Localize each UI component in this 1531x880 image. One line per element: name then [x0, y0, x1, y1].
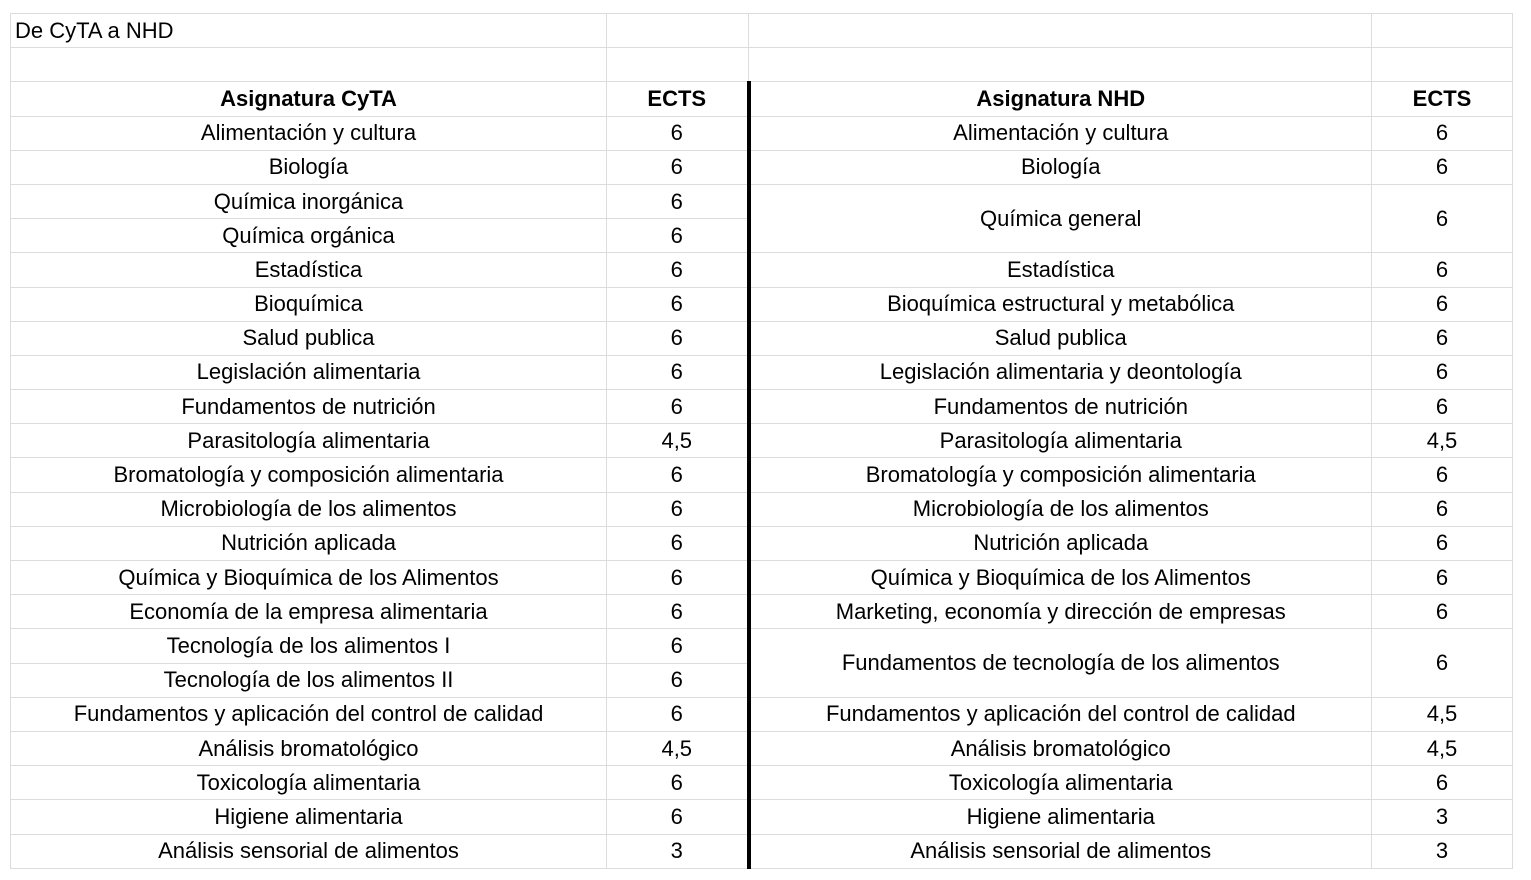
table-row — [11, 629, 1513, 663]
table-row — [11, 116, 1513, 150]
nhd-subject-cell[interactable]: Fundamentos y aplicación del control de calidad — [749, 697, 1372, 731]
nhd-subject-cell-merged[interactable]: Fundamentos de tecnología de los alimentos — [749, 629, 1372, 697]
cyta-ects-cell[interactable]: 3 — [607, 834, 749, 868]
cyta-ects-cell[interactable]: 4,5 — [607, 424, 749, 458]
title-row — [11, 14, 1513, 48]
nhd-ects-cell[interactable]: 6 — [1372, 526, 1513, 560]
empty-cell[interactable] — [11, 48, 607, 82]
equivalence-sheet — [10, 13, 1513, 869]
cyta-ects-cell[interactable]: 6 — [607, 800, 749, 834]
cyta-ects-cell[interactable]: 4,5 — [607, 731, 749, 765]
nhd-ects-cell[interactable]: 6 — [1372, 321, 1513, 355]
cyta-subject-cell[interactable]: Microbiología de los alimentos — [11, 492, 607, 526]
nhd-subject-cell-merged[interactable]: Química general — [749, 184, 1372, 252]
cyta-subject-cell[interactable]: Química y Bioquímica de los Alimentos — [11, 561, 607, 595]
cyta-ects-cell[interactable]: 6 — [607, 321, 749, 355]
table-row — [11, 595, 1513, 629]
nhd-ects-cell[interactable]: 6 — [1372, 355, 1513, 389]
cyta-subject-cell[interactable]: Fundamentos y aplicación del control de calidad — [11, 697, 607, 731]
cyta-ects-cell[interactable]: 6 — [607, 116, 749, 150]
cyta-ects-cell[interactable]: 6 — [607, 561, 749, 595]
nhd-ects-cell[interactable]: 3 — [1372, 800, 1513, 834]
nhd-subject-cell[interactable]: Bioquímica estructural y metabólica — [749, 287, 1372, 321]
table-row — [11, 766, 1513, 800]
table-row — [11, 561, 1513, 595]
nhd-ects-cell[interactable]: 6 — [1372, 150, 1513, 184]
empty-cell[interactable] — [607, 48, 749, 82]
nhd-ects-cell[interactable]: 4,5 — [1372, 697, 1513, 731]
empty-cell[interactable] — [1372, 14, 1513, 48]
cyta-subject-cell[interactable]: Tecnología de los alimentos II — [11, 663, 607, 697]
cyta-ects-cell[interactable]: 6 — [607, 355, 749, 389]
cyta-ects-cell[interactable]: 6 — [607, 663, 749, 697]
table-row — [11, 287, 1513, 321]
cyta-subject-cell[interactable]: Toxicología alimentaria — [11, 766, 607, 800]
cyta-subject-cell[interactable]: Salud publica — [11, 321, 607, 355]
nhd-ects-cell[interactable]: 6 — [1372, 766, 1513, 800]
nhd-subject-cell[interactable]: Fundamentos de nutrición — [749, 390, 1372, 424]
nhd-subject-cell[interactable]: Análisis sensorial de alimentos — [749, 834, 1372, 868]
nhd-subject-cell[interactable]: Química y Bioquímica de los Alimentos — [749, 561, 1372, 595]
nhd-subject-cell[interactable]: Bromatología y composición alimentaria — [749, 458, 1372, 492]
cyta-subject-cell[interactable]: Análisis bromatológico — [11, 731, 607, 765]
nhd-ects-cell[interactable]: 6 — [1372, 116, 1513, 150]
empty-cell[interactable] — [1372, 48, 1513, 82]
cyta-ects-cell[interactable]: 6 — [607, 595, 749, 629]
header-nhd-ects[interactable]: ECTS — [1372, 82, 1513, 116]
nhd-subject-cell[interactable]: Higiene alimentaria — [749, 800, 1372, 834]
nhd-subject-cell[interactable]: Análisis bromatológico — [749, 731, 1372, 765]
nhd-ects-cell[interactable]: 4,5 — [1372, 731, 1513, 765]
table-row — [11, 253, 1513, 287]
cyta-ects-cell[interactable]: 6 — [607, 526, 749, 560]
nhd-subject-cell[interactable]: Microbiología de los alimentos — [749, 492, 1372, 526]
cyta-subject-cell[interactable]: Biología — [11, 150, 607, 184]
table-row — [11, 321, 1513, 355]
nhd-ects-cell-merged[interactable]: 6 — [1372, 629, 1513, 697]
table-row — [11, 834, 1513, 868]
cyta-ects-cell[interactable]: 6 — [607, 458, 749, 492]
header-row — [11, 82, 1513, 116]
nhd-subject-cell[interactable]: Biología — [749, 150, 1372, 184]
cyta-ects-cell[interactable]: 6 — [607, 287, 749, 321]
nhd-ects-cell[interactable]: 6 — [1372, 287, 1513, 321]
nhd-ects-cell[interactable]: 6 — [1372, 492, 1513, 526]
nhd-ects-cell-merged[interactable]: 6 — [1372, 184, 1513, 252]
cyta-subject-cell[interactable]: Alimentación y cultura — [11, 116, 607, 150]
cyta-subject-cell[interactable]: Parasitología alimentaria — [11, 424, 607, 458]
nhd-subject-cell[interactable]: Alimentación y cultura — [749, 116, 1372, 150]
cyta-ects-cell[interactable]: 6 — [607, 184, 749, 218]
nhd-subject-cell[interactable]: Estadística — [749, 253, 1372, 287]
nhd-subject-cell[interactable]: Marketing, economía y dirección de empresas — [749, 595, 1372, 629]
cyta-subject-cell[interactable]: Bioquímica — [11, 287, 607, 321]
empty-cell[interactable] — [749, 14, 1372, 48]
cyta-subject-cell[interactable]: Fundamentos de nutrición — [11, 390, 607, 424]
header-cyta-ects[interactable]: ECTS — [607, 82, 749, 116]
cyta-ects-cell[interactable]: 6 — [607, 629, 749, 663]
cyta-ects-cell[interactable]: 6 — [607, 150, 749, 184]
table-row — [11, 355, 1513, 389]
cyta-subject-cell[interactable]: Economía de la empresa alimentaria — [11, 595, 607, 629]
table-row — [11, 800, 1513, 834]
nhd-ects-cell[interactable]: 6 — [1372, 561, 1513, 595]
nhd-subject-cell[interactable]: Salud publica — [749, 321, 1372, 355]
table-row — [11, 492, 1513, 526]
nhd-subject-cell[interactable]: Nutrición aplicada — [749, 526, 1372, 560]
table-row — [11, 150, 1513, 184]
cyta-subject-cell[interactable]: Bromatología y composición alimentaria — [11, 458, 607, 492]
header-nhd-subject[interactable]: Asignatura NHD — [749, 82, 1372, 116]
nhd-subject-cell[interactable]: Parasitología alimentaria — [749, 424, 1372, 458]
table-row — [11, 458, 1513, 492]
nhd-ects-cell[interactable]: 6 — [1372, 458, 1513, 492]
cyta-subject-cell[interactable]: Química orgánica — [11, 219, 607, 253]
nhd-ects-cell[interactable]: 6 — [1372, 253, 1513, 287]
cyta-subject-cell[interactable]: Tecnología de los alimentos I — [11, 629, 607, 663]
empty-cell[interactable] — [607, 14, 749, 48]
table-row — [11, 184, 1513, 218]
cyta-subject-cell[interactable]: Nutrición aplicada — [11, 526, 607, 560]
cyta-ects-cell[interactable]: 6 — [607, 219, 749, 253]
cyta-subject-cell[interactable]: Legislación alimentaria — [11, 355, 607, 389]
cyta-subject-cell[interactable]: Estadística — [11, 253, 607, 287]
nhd-subject-cell[interactable]: Toxicología alimentaria — [749, 766, 1372, 800]
blank-row — [11, 48, 1513, 82]
cyta-ects-cell[interactable]: 6 — [607, 390, 749, 424]
cyta-ects-cell[interactable]: 6 — [607, 492, 749, 526]
nhd-ects-cell[interactable]: 6 — [1372, 390, 1513, 424]
sheet-title[interactable]: De CyTA a NHD — [11, 14, 607, 48]
empty-cell[interactable] — [749, 48, 1372, 82]
table-row — [11, 390, 1513, 424]
header-cyta-subject[interactable]: Asignatura CyTA — [11, 82, 607, 116]
cyta-ects-cell[interactable]: 6 — [607, 697, 749, 731]
nhd-ects-cell[interactable]: 4,5 — [1372, 424, 1513, 458]
cyta-subject-cell[interactable]: Higiene alimentaria — [11, 800, 607, 834]
table-row — [11, 526, 1513, 560]
nhd-subject-cell[interactable]: Legislación alimentaria y deontología — [749, 355, 1372, 389]
cyta-subject-cell[interactable]: Química inorgánica — [11, 184, 607, 218]
table-row — [11, 731, 1513, 765]
cyta-subject-cell[interactable]: Análisis sensorial de alimentos — [11, 834, 607, 868]
nhd-ects-cell[interactable]: 3 — [1372, 834, 1513, 868]
cyta-ects-cell[interactable]: 6 — [607, 766, 749, 800]
table-row — [11, 424, 1513, 458]
nhd-ects-cell[interactable]: 6 — [1372, 595, 1513, 629]
table-row — [11, 697, 1513, 731]
cyta-ects-cell[interactable]: 6 — [607, 253, 749, 287]
